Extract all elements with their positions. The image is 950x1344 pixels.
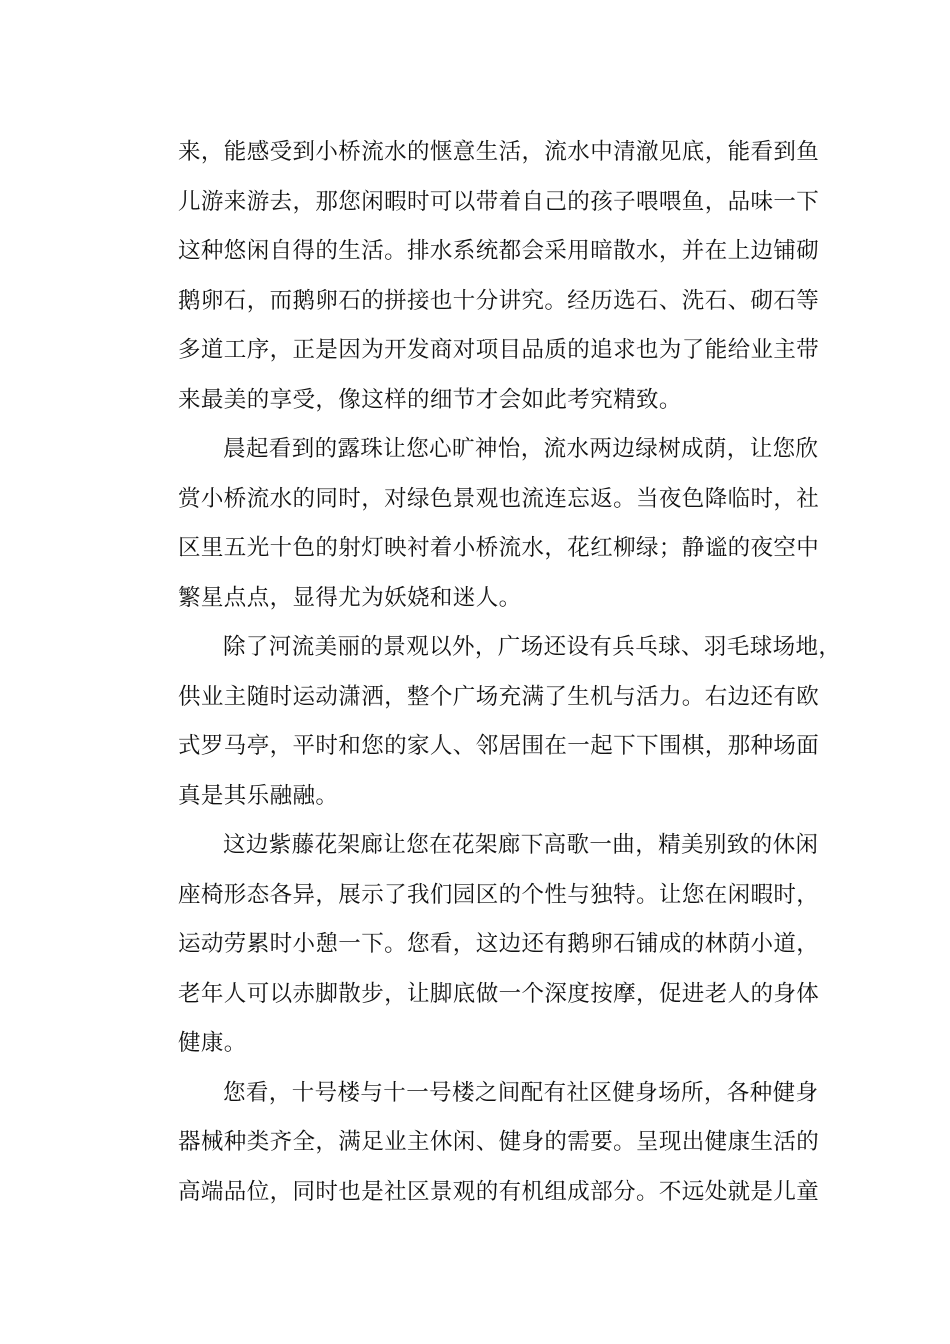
paragraph-4 [178,821,820,1069]
text-line: 繁星点点，显得尤为妖娆和迷人。 [178,584,522,611]
paragraph-3 [178,623,842,821]
text-line: 老年人可以赤脚散步，让脚底做一个深度按摩，促进老人的身体 [178,980,820,1007]
text-line: 这种悠闲自得的生活。排水系统都会采用暗散水，并在上边铺砌 [178,238,820,264]
text-line: 座椅形态各异，展示了我们园区的个性与独特。让您在闲暇时， [178,881,820,908]
paragraph-1 [178,128,820,425]
text-line: 鹅卵石，而鹅卵石的拼接也十分讲究。经历选石、洗石、砌石等 [178,287,820,314]
paragraph-2 [178,425,820,623]
document-body [178,128,842,1217]
text-line-first: 这边紫藤花架廊让您在花架廊下高歌一曲，精美别致的休闲 [223,832,819,858]
paragraph-5 [178,1069,820,1218]
text-line: 区里五光十色的射灯映衬着小桥流水，花红柳绿；静谧的夜空中 [178,535,820,561]
text-line: 来，能感受到小桥流水的惬意生活，流水中清澈见底，能看到鱼 [178,139,820,165]
text-line-first: 晨起看到的露珠让您心旷神怡，流水两边绿树成荫，让您欣 [223,436,819,462]
text-line: 器械种类齐全，满足业主休闲、健身的需要。呈现出健康生活的 [178,1129,820,1155]
text-line-first: 除了河流美丽的景观以外，广场还设有兵乓球、羽毛球场地， [223,634,842,660]
text-line: 儿游来游去，那您闲暇时可以带着自己的孩子喂喂鱼，品味一下 [178,188,820,215]
text-line: 多道工序，正是因为开发商对项目品质的追求也为了能给业主带 [178,337,820,363]
text-line: 真是其乐融融。 [178,782,339,809]
text-line-first: 您看，十号楼与十一号楼之间配有社区健身场所，各种健身 [223,1079,819,1106]
text-line: 式罗马亭，平时和您的家人、邻居围在一起下下围棋，那种场面 [178,733,820,759]
text-line: 运动劳累时小憩一下。您看，这边还有鹅卵石铺成的林荫小道， [178,931,820,957]
text-line: 来最美的享受，像这样的细节才会如此考究精致。 [178,386,682,413]
text-line: 健康。 [178,1030,247,1056]
text-line: 供业主随时运动潇洒，整个广场充满了生机与活力。右边还有欧 [178,683,820,710]
text-line: 高端品位，同时也是社区景观的有机组成部分。不远处就是儿童 [178,1178,820,1205]
text-line: 赏小桥流水的同时，对绿色景观也流连忘返。当夜色降临时，社 [178,485,820,512]
